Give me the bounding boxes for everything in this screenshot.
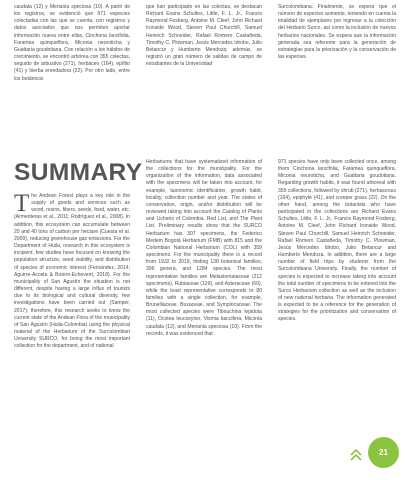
- body-text: Surcolombiana. Finalmente, se espera que el número de especies aumente, teniendo en cuenta la totalidad de ejemplares por ingresar a la colección del Herbario Surco, así como la inclusión de nuevos herbarios nacionales. Se espera que la información generada sea referente para la generación de estrategias para la priorización y la conservación de las especies.: [278, 4, 396, 61]
- body-text: Herbariums that have systematized information of the collections for the municipality. For the organization of the information, data associated with the specimens will be taken into account, for example, taxonomic identification, growth habit, locality, collection number and year. The states of conservation, origin, and/or distribution will be reviewed taking into account the Catalog of Plants and Lichens of Colombia, Red List, and The Plant List. Preliminary results show that the SURCO Herbarium has 307 specimens, the Federico Medem Bogotá Herbarium (FMB) with 815 and the Colombian National Herbarium (COL) with 359 specimens. For the municipality there is a record from 1932 to 2019, finding 138 botanical families, 306 genera, and 1284 species. The most representative families are Melastomataceae (212 specimens), Rubiaceae (129), and Asteraceae (60), while the least representative corresponds to 80 families with a single collection, for example, Brunelliaceae, Buxaceae, and Symplocaceae. The most collected species were Tibouchina lepidota (11), Ocotea leucoxylon, Vismia baccifera, Miconia caudata (12), and Meriania speciosa (10). From the records, it was evidenced that: [146, 159, 262, 337]
- body-text: 971 species have only been collected once, among them Cinchona lancifolia, Faramea quinqueflora, Miconia neuroticha, and Guattaria goudotiana. Regarding growth habits, it was found arboreal with 355 collections, followed by shrub (271), herbaceous (164), epiphyte (41), and creeper grass (22). On the other hand, among the botanists who have participated in the collections are Richard Evans Schultes, Little, F. L. Jr., Francis Raymond Fosberg, Antoine M. Cleef, John Richard Ironside Wood, Steven Paul Churchill, Samuel Heinrich Schneider, Rafael Romero Castañeda, Timothy C. Plowman, Jesús Mercedes Idrobo, Julio Betancur and Humberto Mendoza. In addition, there are a large number of field trips by students from the Surcolombiana University. Finally, the number of species is expected to increase taking into account the total number of specimens to be entered into the Surco Herbarium collection as well as the inclusion of new national herbaria. The information generated is expected to be a reference for the generation of strategies for the prioritization and conservation of species.: [278, 159, 396, 323]
- double-chevron-up-icon: [349, 448, 363, 462]
- summary-column-1: [14, 190, 130, 350]
- page-number-badge: [368, 437, 399, 468]
- summary-heading: SUMMARY: [14, 159, 143, 186]
- body-text: que han participado en las colectas, se destacan Richard Evans Schultes, Little, F. L. Jr., Francis Raymond Fosberg, Antoine M. Cleef, John Richard Ironside Wood, Steven Paul Churchill, Samuel Heinrich Schneider, Rafael Romero Castañeda, Timothy C. Plowman, Jesús Mercedes Idrobo, Julio Betancur y Humberto Mendoza; además, se registró un gran número de salidas de campo de estudiantes de la Universidad: [146, 4, 262, 68]
- spanish-summary-column-3: [278, 4, 396, 61]
- spanish-summary-column-1: [14, 4, 130, 83]
- summary-column-3: [278, 159, 396, 324]
- spanish-summary-column-2: [146, 4, 262, 68]
- body-text: caudata (12) y Meriania speciosa (10). A partir de los registros, se evidenció que 971 especies colectadas con las que se cuenta, con registros y datos asociados que nos permiten aportar información nueva entre ellas, Cinchona lancifolia, Faramea quinqueflora, Miconia neuroticha y Guattaria goudotiana. Con relación a los hábitos de crecimiento, se encontró arbórea con 355 colectas, seguido de arbustivo (271), herbáceo (164), epífito (41) y hierba enredadora (22). Por otro lado, entre los botánicos: [14, 4, 130, 82]
- drop-cap: T: [14, 190, 30, 217]
- body-text: [14, 190, 130, 350]
- summary-text: he Andean Forest plays a key role in the supply of goods and services such as wood, resins, fibers, seeds, food, water, etc. (Armenteras et al., 2011; Rodríguez et al., 2008). In addition, this ecosystem can accumulate between 20 and 40 tons of carbon per hectare (Cuesta et al. 2009), reducing greenhouse gas emissions. For the Department of Huila, research in this ecosystem is incipient, few studies have focused on knowing the population structure, seed viability, and distribution of species of economic interest (Fernández, 2014; Aguirre-Acosta & Botero-Echeverri, 2018). For the municipality of San Agustín the situation is not different, despite having a large influx of tourists due to its biological and cultural diversity, few investigations have been carried out (Samper, 2017); therefore, this research seeks to know the current state of the Andean Flora of the municipality of San Agustín (Huila-Colombia) using the physical material of the Herbarium of the Surcolombian University SURCO, for being the most important collection for the department, and of national: [14, 193, 130, 350]
- summary-column-2: [146, 159, 262, 338]
- page-number: 21: [379, 448, 388, 457]
